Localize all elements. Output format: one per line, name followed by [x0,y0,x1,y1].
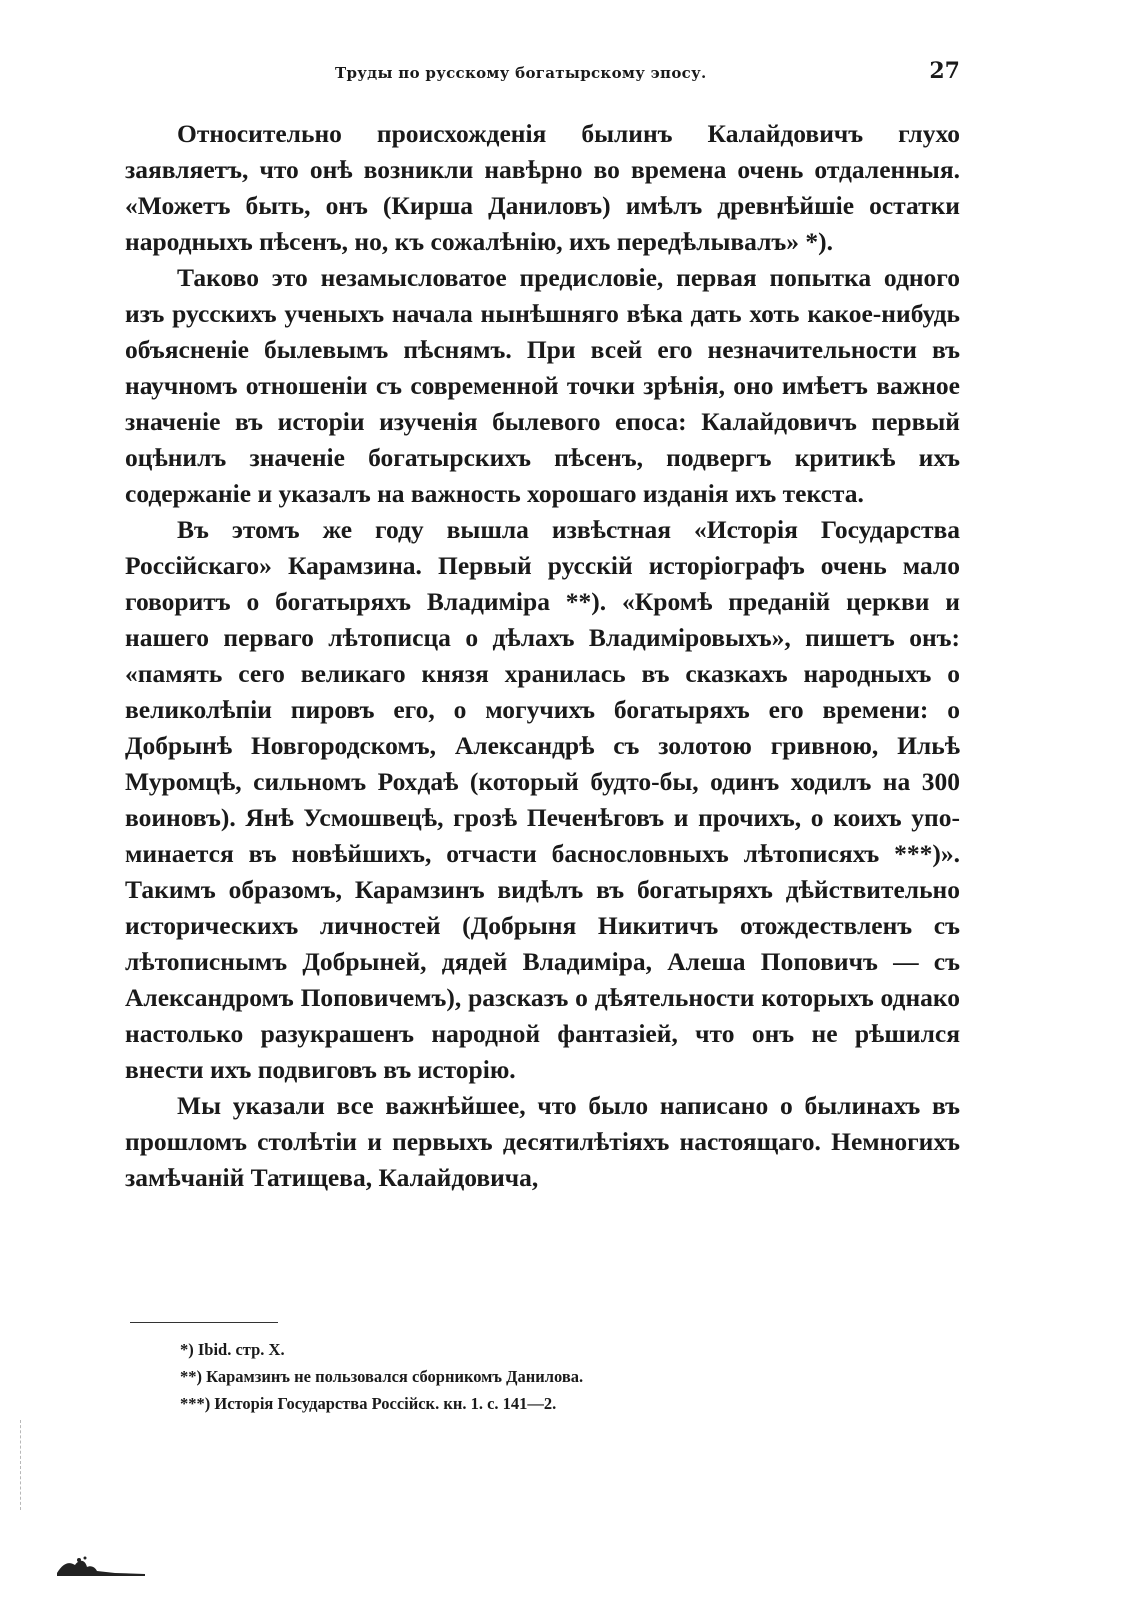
footnote-3: ***) Исторія Государства Россійск. кн. 1. с. 141—2. [180,1394,557,1413]
footnotes [180,1336,940,1417]
body-text [125,116,960,1196]
footnote-divider [130,1322,278,1323]
library-stamp-icon [55,1555,145,1577]
paragraph-4: Мы указали все важнѣйшее, что было написано о былинахъ въ прошломъ столѣтіи и первыхъ десятилѣтіяхъ настоящаго. Немногихъ замѣчаній Татищева, Калайдовича, [125,1091,960,1192]
paragraph-2: Таково это незамысловатое предисловіе, первая попытка одного изъ русскихъ ученыхъ начала нынѣшняго вѣка дать хоть какое-нибудь объясненіе былевымъ пѣснямъ. При всей его незначительности въ научномъ отношеніи съ современной точки зрѣнія, оно имѣетъ важное значеніе въ исторіи изученія былевого епоса: Калайдовичъ первый оцѣнилъ значеніе богатырскихъ пѣсенъ, подвергъ критикѣ ихъ содержаніе и указалъ на важность хорошаго изданія ихъ текста. [125,263,960,508]
running-header [125,56,960,92]
paragraph-1: Относительно происхожденія былинъ Калайдовичъ глухо заявляетъ, что онѣ возникли навѣрно во времена очень отдаленныя. «Можетъ быть, онъ (Кирша Даниловъ) имѣлъ древнѣйшіе остатки народныхъ пѣсенъ, но, къ сожалѣнію, ихъ передѣлывалъ» *). [125,119,960,256]
page-number: 27 [929,58,960,84]
scan-edge-line [20,1420,21,1510]
running-header-title: Труды по русскому богатырскому эпосу. [335,64,707,82]
footnote-1: *) Ibid. стр. X. [180,1340,285,1359]
footnote-2: **) Карамзинъ не пользовался сборникомъ Данилова. [180,1367,584,1386]
paragraph-3: Въ этомъ же году вышла извѣстная «Исторія Государства Россійскаго» Карамзина. Первый русскій исторіографъ очень мало говоритъ о богатыряхъ Владиміра **). «Кромѣ преданій церкви и нашего перваго лѣтописца о дѣлахъ Владиміровыхъ», пишетъ онъ: «память сего великаго князя хранилась въ сказкахъ народныхъ о великолѣпіи пировъ его, о могучихъ богатыряхъ его времени: о Добрынѣ Новгородскомъ, Александрѣ съ золотою гривною, Ильѣ Муромцѣ, сильномъ Рохдаѣ (который будто-бы, одинъ ходилъ на 300 воиновъ). Янѣ Усмошвецѣ, грозѣ Печенѣговъ и прочихъ, о коихъ упоминается въ новѣйшихъ, отчасти баснословныхъ лѣтописяхъ ***)». Такимъ образомъ, Карамзинъ видѣлъ въ богатыряхъ дѣйствительно историческихъ личностей (Добрыня Никитичъ отождествленъ съ лѣтописнымъ Добрыней, дядей Владиміра, Алеша Поповичъ — съ Александромъ Поповичемъ), разсказъ о дѣятельности которыхъ однако настолько разукрашенъ народной фантазіей, что онъ не рѣшился внести ихъ подвиговъ въ исторію. [125,515,960,1084]
